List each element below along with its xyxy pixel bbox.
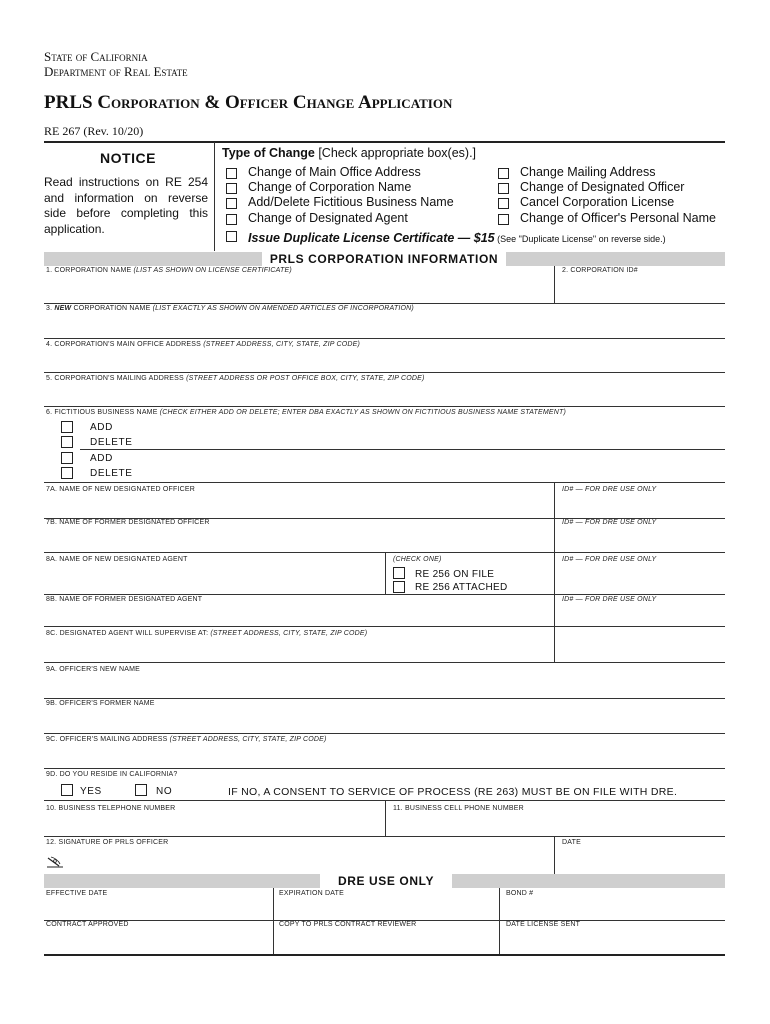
label-former-designated-agent: 8B. NAME OF FORMER DESIGNATED AGENT	[46, 596, 203, 603]
rule-8b	[44, 626, 725, 627]
checkbox-fbn-add-1[interactable]	[61, 421, 73, 433]
corp-info-heading: PRLS CORPORATION INFORMATION	[262, 252, 506, 266]
label-contract-approved: CONTRACT APPROVED	[46, 921, 129, 928]
checkbox-no[interactable]	[135, 784, 147, 796]
divider-12	[554, 836, 555, 874]
department-name: Department of Real Estate	[44, 64, 188, 79]
checkbox-corporation-name[interactable]	[226, 183, 237, 194]
rule-3	[44, 338, 725, 339]
checkbox-cancel-license[interactable]	[498, 198, 509, 209]
label-8a-id: ID# — FOR DRE USE ONLY	[562, 556, 657, 563]
label-officer-mailing-address: 9C. OFFICER'S MAILING ADDRESS (STREET ADDRESS, CITY, STATE, ZIP CODE)	[46, 736, 327, 743]
label-business-cell-phone: 11. BUSINESS CELL PHONE NUMBER	[393, 805, 524, 812]
rule-9b	[44, 733, 725, 734]
option-cancel-license: Cancel Corporation License	[520, 195, 675, 209]
divider-10-11	[385, 800, 386, 836]
label-agent-supervise-at: 8C. DESIGNATED AGENT WILL SUPERVISE AT: (STREET ADDRESS, CITY, STATE, ZIP CODE)	[46, 630, 368, 637]
checkbox-re256-attached[interactable]	[393, 581, 405, 593]
label-no: NO	[156, 786, 173, 797]
checkbox-yes[interactable]	[61, 784, 73, 796]
notice-body: Read instructions on RE 254 and information on reverse side before completing this application.	[44, 175, 208, 236]
label-7a-id: ID# — FOR DRE USE ONLY	[562, 486, 657, 493]
checkbox-fbn-add-2[interactable]	[61, 452, 73, 464]
label-new-designated-officer: 7A. NAME OF NEW DESIGNATED OFFICER	[46, 486, 196, 493]
label-corporation-id: 2. CORPORATION ID#	[562, 267, 638, 274]
label-copy-to-reviewer: COPY TO PRLS CONTRACT REVIEWER	[279, 921, 417, 928]
label-mailing-address: 5. CORPORATION'S MAILING ADDRESS (STREET ADDRESS OR POST OFFICE BOX, CITY, STATE, ZIP CODE)	[46, 375, 425, 382]
label-8b-id: ID# — FOR DRE USE ONLY	[562, 596, 657, 603]
option-designated-officer: Change of Designated Officer	[520, 180, 685, 194]
state-name: State of California	[44, 49, 148, 64]
checkbox-main-office-address[interactable]	[226, 168, 237, 179]
checkbox-fbn-delete-1[interactable]	[61, 436, 73, 448]
checkbox-designated-agent[interactable]	[226, 214, 237, 225]
checkbox-fictitious-name[interactable]	[226, 198, 237, 209]
label-expiration-date: EXPIRATION DATE	[279, 890, 344, 897]
type-of-change-heading: Type of Change [Check appropriate box(es).]	[222, 146, 477, 160]
label-signature: 12. SIGNATURE OF PRLS OFFICER	[46, 839, 169, 846]
option-main-office-address: Change of Main Office Address	[248, 165, 421, 179]
rule-9c	[44, 768, 725, 769]
label-officer-new-name: 9A. OFFICER'S NEW NAME	[46, 666, 141, 673]
rule-10	[44, 836, 725, 837]
page-title: PRLS Corporation & Officer Change Application	[44, 92, 453, 113]
label-re256-on-file: RE 256 ON FILE	[415, 569, 495, 580]
label-check-one: (CHECK ONE)	[393, 556, 442, 563]
label-7b-id: ID# — FOR DRE USE ONLY	[562, 519, 657, 526]
rule-1	[44, 303, 725, 304]
dre-divider-2	[499, 888, 500, 954]
label-fictitious-business-name: 6. FICTITIOUS BUSINESS NAME (CHECK EITHER ADD OR DELETE; ENTER DBA EXACTLY AS SHOWN ON FICTITIOUS BUSINESS NAME STATEMENT)	[46, 409, 567, 416]
notice-heading: NOTICE	[100, 150, 156, 166]
label-fbn-add-2: ADD	[90, 453, 113, 464]
signature-pen-icon	[46, 855, 64, 874]
label-yes: YES	[80, 786, 102, 797]
option-duplicate-license: Issue Duplicate License Certificate — $15 (See "Duplicate License" on reverse side.)	[248, 231, 666, 245]
label-business-telephone: 10. BUSINESS TELEPHONE NUMBER	[46, 805, 176, 812]
label-fbn-delete-1: DELETE	[90, 437, 133, 448]
option-officer-personal-name: Change of Officer's Personal Name	[520, 211, 717, 225]
rule-4	[44, 372, 725, 373]
header-rule	[44, 141, 725, 143]
divider-7	[554, 482, 555, 552]
divider-1-2	[554, 266, 555, 304]
option-designated-agent: Change of Designated Agent	[248, 211, 408, 225]
checkbox-mailing-address[interactable]	[498, 168, 509, 179]
label-date-license-sent: DATE LICENSE SENT	[506, 921, 581, 928]
divider-8	[554, 552, 555, 662]
label-bond-number: BOND #	[506, 890, 534, 897]
option-fictitious-name: Add/Delete Fictitious Business Name	[248, 195, 454, 209]
label-date: DATE	[562, 839, 581, 846]
rule-8a	[44, 594, 725, 595]
checkbox-re256-on-file[interactable]	[393, 567, 405, 579]
dre-rule-bottom	[44, 954, 725, 956]
label-re256-attached: RE 256 ATTACHED	[415, 582, 508, 593]
divider-8a	[385, 552, 386, 594]
notice-divider	[214, 142, 215, 251]
checkbox-fbn-delete-2[interactable]	[61, 467, 73, 479]
label-new-corporation-name: 3. NEW CORPORATION NAME (LIST EXACTLY AS SHOWN ON AMENDED ARTICLES OF INCORPORATION)	[46, 305, 414, 312]
label-fbn-add-1: ADD	[90, 422, 113, 433]
form-number: RE 267 (Rev. 10/20)	[44, 124, 144, 138]
label-officer-former-name: 9B. OFFICER'S FORMER NAME	[46, 700, 155, 707]
label-corporation-name: 1. CORPORATION NAME (LIST AS SHOWN ON LICENSE CERTIFICATE)	[46, 267, 292, 274]
rule-6a	[80, 449, 725, 450]
label-effective-date: EFFECTIVE DATE	[46, 890, 108, 897]
label-former-designated-officer: 7B. NAME OF FORMER DESIGNATED OFFICER	[46, 519, 210, 526]
label-reside-in-california: 9D. DO YOU RESIDE IN CALIFORNIA?	[46, 771, 178, 778]
rule-9a	[44, 698, 725, 699]
consent-notice: IF NO, A CONSENT TO SERVICE OF PROCESS (RE 263) MUST BE ON FILE WITH DRE.	[228, 786, 678, 798]
checkbox-officer-personal-name[interactable]	[498, 214, 509, 225]
dre-divider-1	[273, 888, 274, 954]
rule-5	[44, 406, 725, 407]
rule-8c	[44, 662, 725, 663]
option-mailing-address: Change Mailing Address	[520, 165, 656, 179]
label-fbn-delete-2: DELETE	[90, 468, 133, 479]
rule-6	[44, 482, 725, 483]
label-main-office-address: 4. CORPORATION'S MAIN OFFICE ADDRESS (STREET ADDRESS, CITY, STATE, ZIP CODE)	[46, 341, 361, 348]
label-new-designated-agent: 8A. NAME OF NEW DESIGNATED AGENT	[46, 556, 188, 563]
option-corporation-name: Change of Corporation Name	[248, 180, 412, 194]
dre-use-heading: DRE USE ONLY	[320, 874, 452, 888]
checkbox-designated-officer[interactable]	[498, 183, 509, 194]
checkbox-duplicate-license[interactable]	[226, 231, 237, 242]
